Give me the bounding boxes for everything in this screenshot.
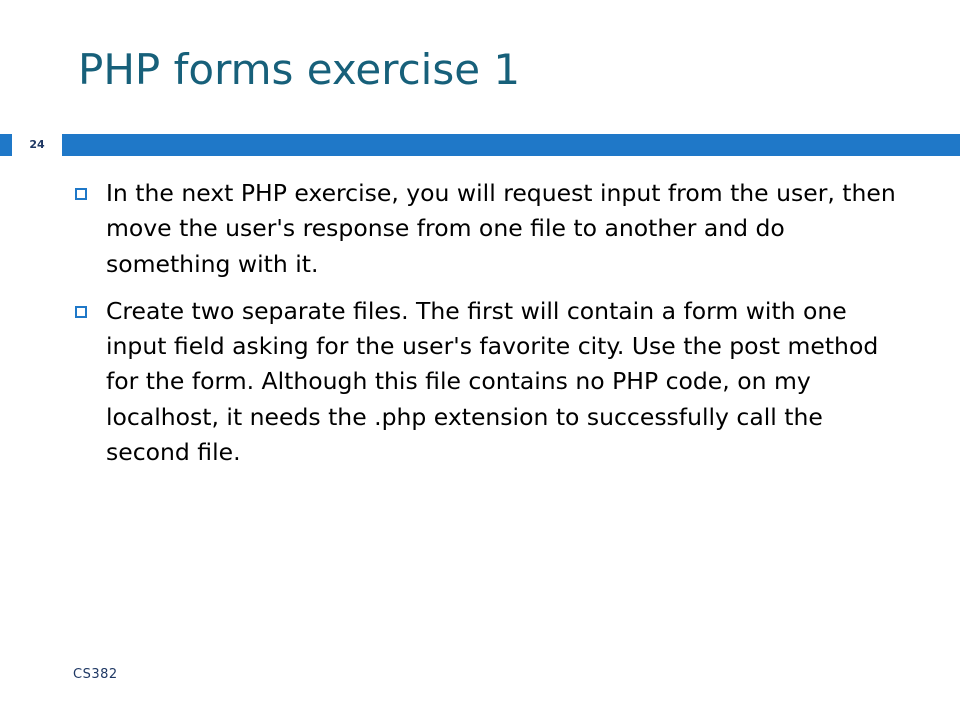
footer-course-label: CS382 (73, 667, 118, 682)
bullet-item (73, 294, 903, 470)
bullet-text: In the next PHP exercise, you will request input from the user, then move the user's response from one file to another and do something with it. (106, 179, 896, 278)
hollow-square-icon (75, 188, 87, 200)
slide-title: PHP forms exercise 1 (78, 45, 521, 94)
bullet-list (73, 176, 903, 482)
bullet-item (73, 176, 903, 282)
title-divider-left (0, 134, 12, 156)
title-divider-right (62, 134, 960, 156)
hollow-square-icon (75, 306, 87, 318)
slide-number: 24 (29, 138, 45, 151)
bullet-text: Create two separate files. The first will contain a form with one input field asking for the user's favorite city. Use the post method for the form. Although this file contains no PHP code, on my localhost, it needs the .php extension to successfully call the second file. (106, 296, 879, 466)
